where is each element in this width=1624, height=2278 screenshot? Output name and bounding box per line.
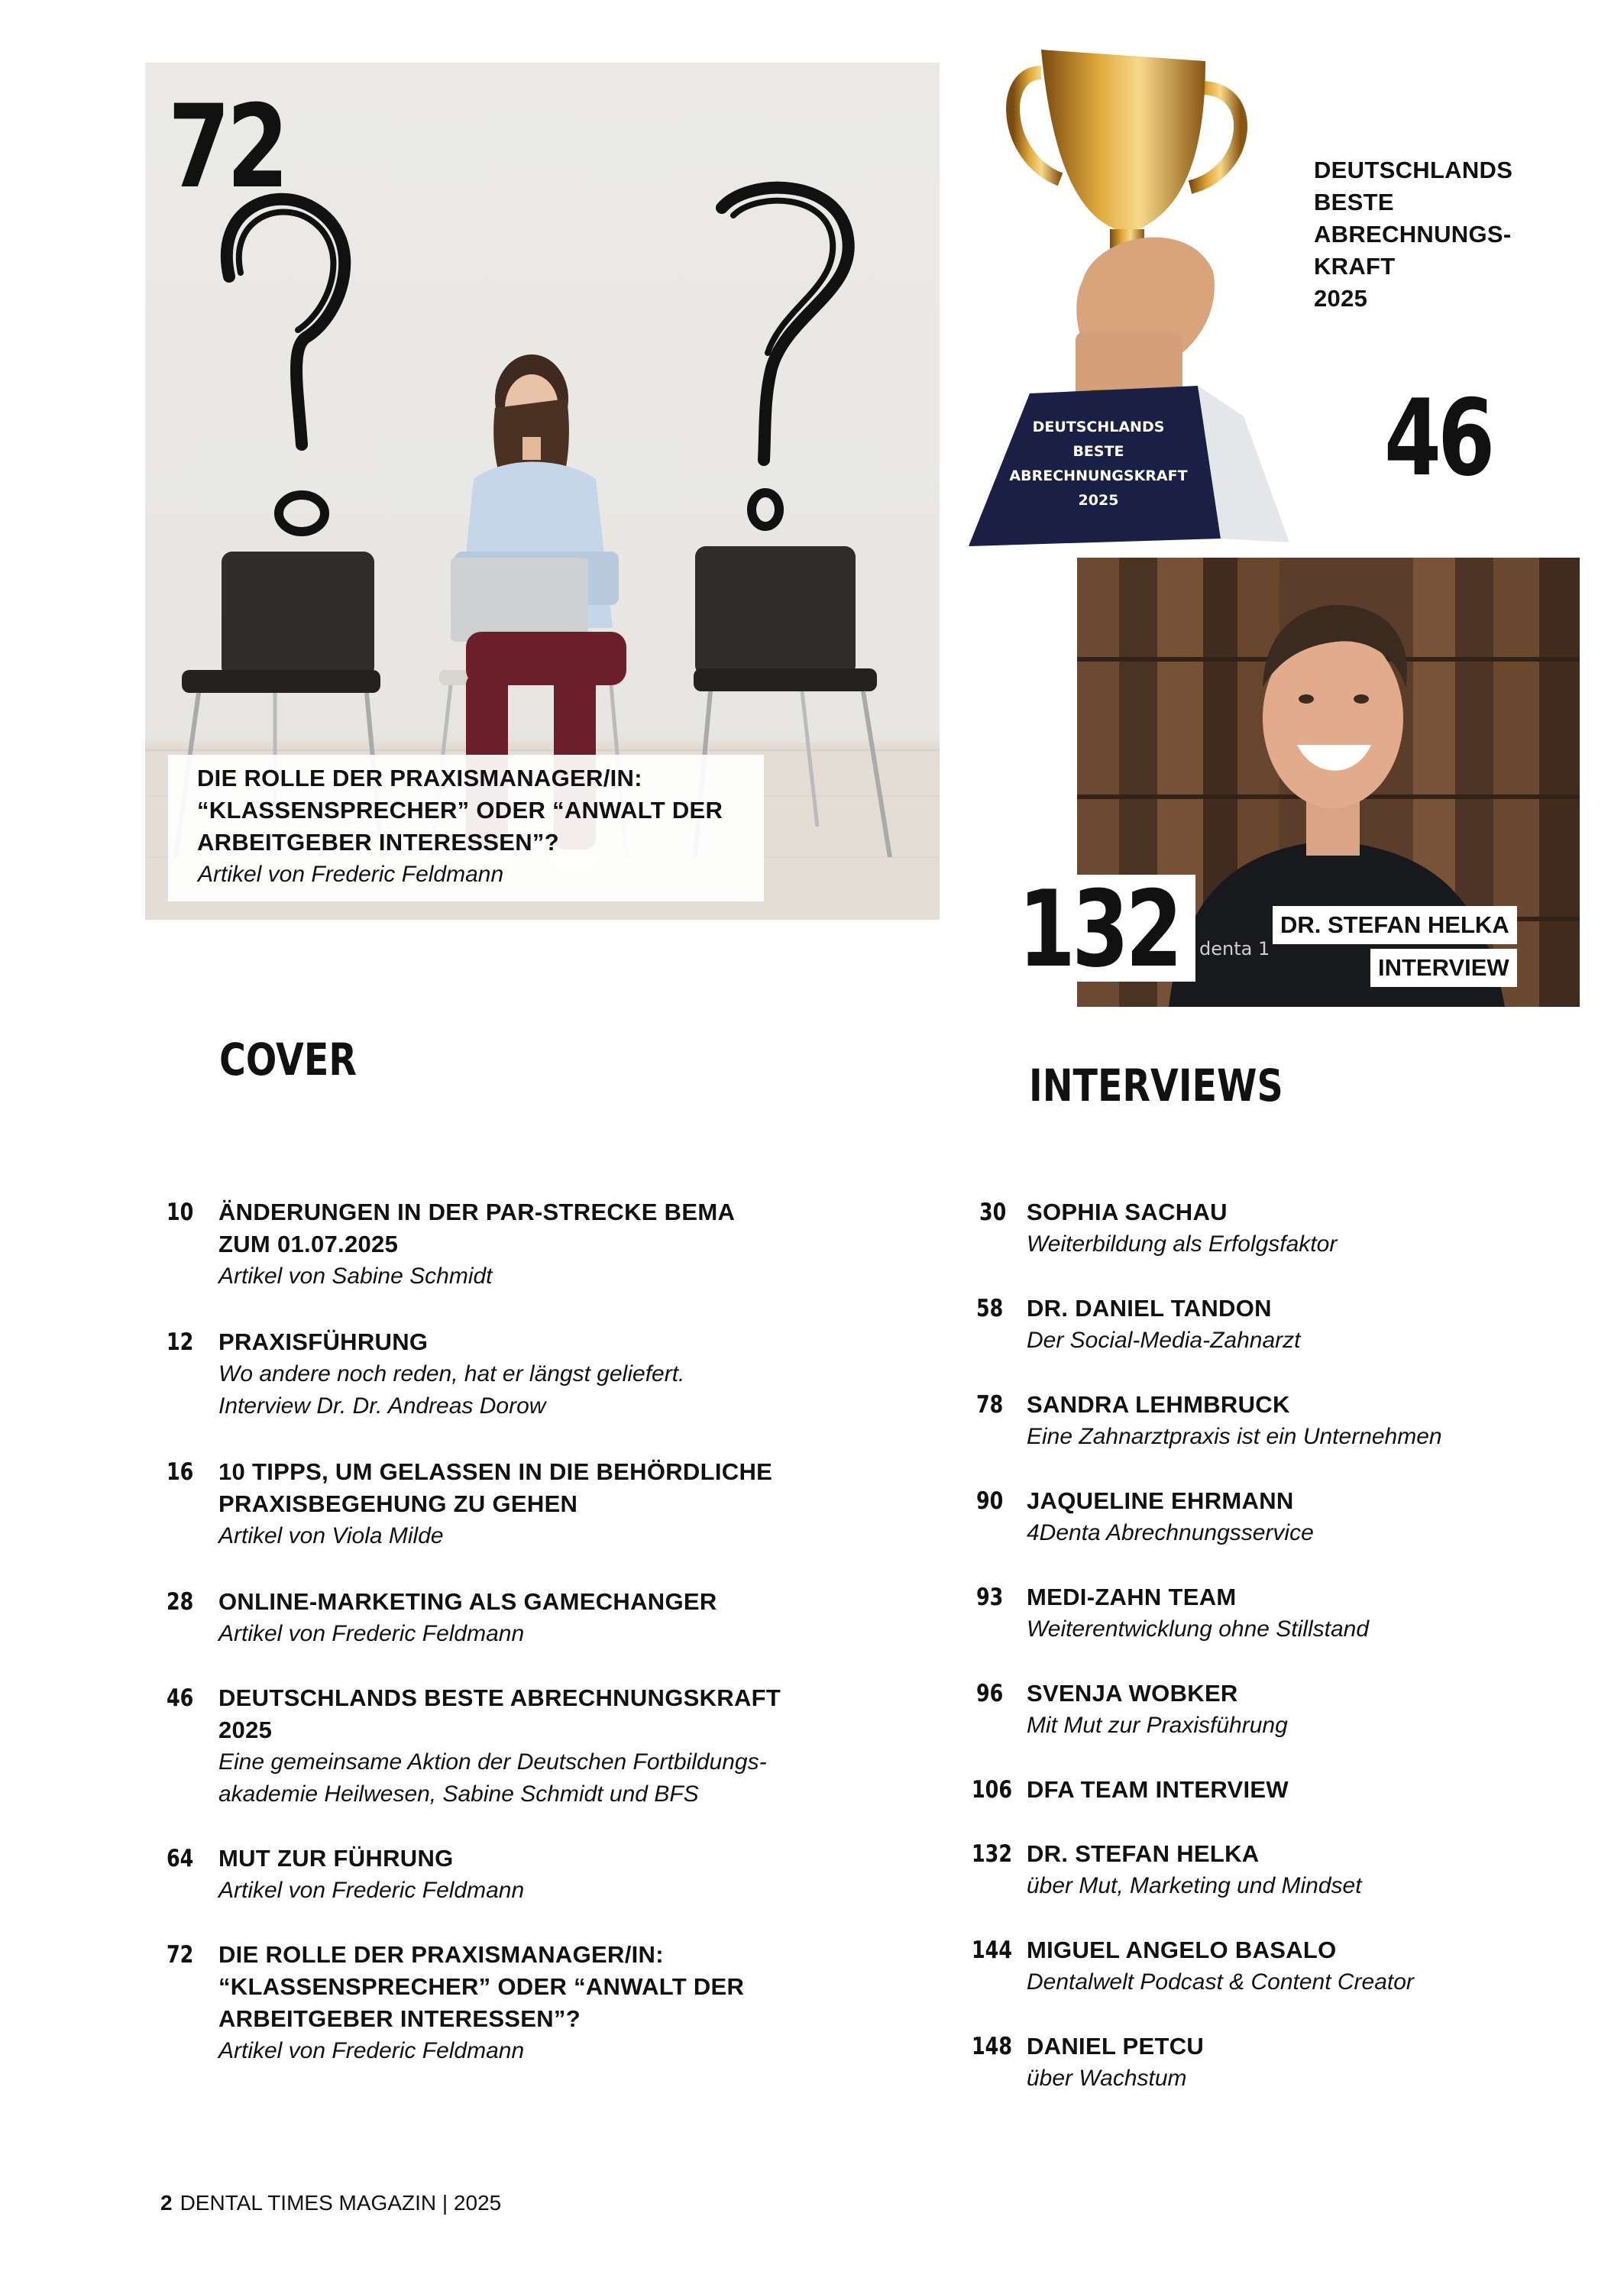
toc-entry[interactable] (976, 1678, 1587, 1774)
award-title-line: 2025 (1314, 285, 1368, 312)
toc-title: DFA TEAM INTERVIEW (1027, 1776, 1289, 1803)
toc-page-number: 96 (976, 1680, 1004, 1707)
toc-entry[interactable] (167, 1456, 854, 1554)
toc-page-number: 78 (976, 1391, 1004, 1419)
toc-page-number: 90 (976, 1487, 1004, 1515)
toc-entry[interactable] (976, 1389, 1587, 1485)
toc-title: SVENJA WOBKER (1027, 1680, 1238, 1707)
toc-subtitle: über Mut, Marketing und Mindset (1027, 1873, 1362, 1898)
toc-page-number: 12 (167, 1328, 194, 1356)
toc-entry[interactable] (167, 1196, 854, 1294)
toc-subtitle: Eine gemeinsame Aktion der Deutschen Fortbildungs- (218, 1749, 767, 1775)
toc-page-number: 106 (972, 1776, 1013, 1804)
toc-subtitle: Eine Zahnarztpraxis ist ein Unternehmen (1027, 1424, 1442, 1449)
toc-subtitle: Artikel von Frederic Feldmann (218, 1878, 525, 1903)
toc-page-number: 30 (979, 1199, 1007, 1226)
toc-entry[interactable] (976, 1293, 1587, 1389)
toc-title: DIE ROLLE DER PRAXISMANAGER/IN: (218, 1941, 664, 1968)
cover-caption-title-line: DIE ROLLE DER PRAXISMANAGER/IN: (197, 765, 642, 791)
portrait-type-label: INTERVIEW (1370, 949, 1517, 987)
portrait-page-number: 132 (1018, 868, 1179, 991)
toc-page-number: 148 (972, 2033, 1013, 2060)
toc-entry[interactable] (167, 1326, 854, 1424)
toc-subtitle: akademie Heilwesen, Sabine Schmidt und BFS (218, 1781, 699, 1807)
toc-page-number: 132 (972, 1840, 1013, 1868)
award-title (1314, 154, 1512, 315)
award-title-line: DEUTSCHLANDS (1314, 157, 1513, 183)
toc-title: ÄNDERUNGEN IN DER PAR-STRECKE BEMA (218, 1199, 736, 1225)
toc-title: 10 TIPPS, UM GELASSEN IN DIE BEHÖRDLICHE (218, 1458, 773, 1485)
toc-title: DR. STEFAN HELKA (1027, 1840, 1260, 1867)
toc-subtitle: Artikel von Sabine Schmidt (218, 1264, 493, 1289)
toc-title: SOPHIA SACHAU (1027, 1199, 1228, 1225)
cover-toc (167, 1196, 854, 2069)
toc-subtitle: Artikel von Frederic Feldmann (218, 2038, 525, 2063)
toc-title: PRAXISFÜHRUNG (218, 1328, 429, 1355)
toc-entry[interactable] (167, 1939, 854, 2069)
toc-title: PRAXISBEGEHUNG ZU GEHEN (218, 1490, 578, 1517)
question-mark-left-icon (227, 199, 345, 532)
toc-page-number: 10 (167, 1199, 194, 1226)
toc-subtitle: Artikel von Viola Milde (218, 1523, 444, 1548)
plaque-line: BESTE (1072, 443, 1124, 460)
award-title-line: KRAFT (1314, 253, 1396, 280)
toc-entry[interactable] (972, 1838, 1587, 1934)
award-page-number: 46 (1384, 377, 1492, 500)
toc-title: MUT ZUR FÜHRUNG (218, 1845, 454, 1872)
toc-entry[interactable] (972, 1774, 1587, 1838)
page-footer (160, 2191, 501, 2215)
toc-entry[interactable] (167, 1586, 854, 1652)
toc-subtitle: Wo andere noch reden, hat er längst geliefert. (218, 1361, 685, 1387)
interviews-heading: INTERVIEWS (1029, 1060, 1283, 1111)
toc-subtitle: Weiterbildung als Erfolgsfaktor (1027, 1231, 1338, 1257)
question-mark-right-icon (722, 188, 849, 526)
toc-entry[interactable] (167, 1843, 854, 1908)
plaque-line: 2025 (1078, 492, 1119, 509)
toc-page-number: 72 (167, 1941, 194, 1969)
toc-page-number: 46 (167, 1684, 194, 1712)
shirt-logo: denta 1 (1199, 938, 1270, 959)
toc-subtitle: Interview Dr. Dr. Andreas Dorow (218, 1393, 546, 1419)
toc-subtitle: über Wachstum (1027, 2066, 1187, 2091)
cover-caption-author: Artikel von Frederic Feldmann (198, 862, 504, 887)
toc-title: 2025 (218, 1717, 273, 1743)
award-title-line: ABRECHNUNGS- (1314, 221, 1512, 248)
toc-entry[interactable] (976, 1581, 1587, 1678)
toc-entry[interactable] (972, 2030, 1587, 2127)
toc-title: JAQUELINE EHRMANN (1027, 1487, 1294, 1514)
toc-subtitle: Artikel von Frederic Feldmann (218, 1621, 525, 1646)
toc-entry[interactable] (976, 1485, 1587, 1581)
plaque-line: ABRECHNUNGSKRAFT (1009, 468, 1188, 484)
toc-page-number: 28 (167, 1588, 194, 1616)
toc-subtitle: Der Social-Media-Zahnarzt (1027, 1328, 1301, 1353)
toc-title: ARBEITGEBER INTERESSEN”? (218, 2005, 581, 2032)
cover-caption (168, 755, 764, 901)
trophy-image (969, 42, 1289, 548)
interviews-toc (972, 1196, 1587, 2127)
toc-page-number: 144 (972, 1937, 1013, 1964)
toc-page-number: 93 (976, 1584, 1004, 1611)
plaque-line: DEUTSCHLANDS (1032, 419, 1165, 435)
toc-page-number: 64 (167, 1845, 194, 1872)
award-title-line: BESTE (1314, 189, 1394, 215)
footer-page-number: 2 (160, 2191, 173, 2215)
footer-magazine-name: DENTAL TIMES MAGAZIN | 2025 (180, 2191, 502, 2215)
toc-page-number: 58 (976, 1295, 1004, 1322)
portrait-name-label: DR. STEFAN HELKA (1273, 906, 1517, 944)
toc-subtitle: 4Denta Abrechnungsservice (1027, 1520, 1314, 1545)
toc-subtitle: Mit Mut zur Praxisführung (1027, 1713, 1288, 1738)
toc-title: ZUM 01.07.2025 (218, 1231, 399, 1257)
cover-caption-title-line: ARBEITGEBER INTERESSEN”? (197, 829, 559, 856)
toc-title: MIGUEL ANGELO BASALO (1027, 1937, 1337, 1963)
trophy-icon (969, 42, 1289, 548)
toc-subtitle: Dentalwelt Podcast & Content Creator (1027, 1969, 1414, 1995)
toc-entry[interactable] (167, 1682, 854, 1812)
cover-page-number: 72 (168, 81, 286, 214)
toc-entry[interactable] (972, 1934, 1587, 2030)
toc-entry[interactable] (976, 1196, 1587, 1293)
toc-subtitle: Weiterentwicklung ohne Stillstand (1027, 1616, 1370, 1642)
toc-title: DEUTSCHLANDS BESTE ABRECHNUNGSKRAFT (218, 1684, 781, 1711)
toc-title: “KLASSENSPRECHER” ODER “ANWALT DER (218, 1973, 745, 2000)
cover-caption-title-line: “KLASSENSPRECHER” ODER “ANWALT DER (197, 797, 723, 824)
toc-title: DANIEL PETCU (1027, 2033, 1205, 2060)
cover-heading: COVER (219, 1034, 357, 1086)
toc-page-number: 16 (167, 1458, 194, 1486)
toc-title: MEDI-ZAHN TEAM (1027, 1584, 1237, 1610)
toc-title: SANDRA LEHMBRUCK (1027, 1391, 1290, 1418)
toc-title: DR. DANIEL TANDON (1027, 1295, 1272, 1322)
toc-title: ONLINE-MARKETING ALS GAMECHANGER (218, 1588, 717, 1615)
